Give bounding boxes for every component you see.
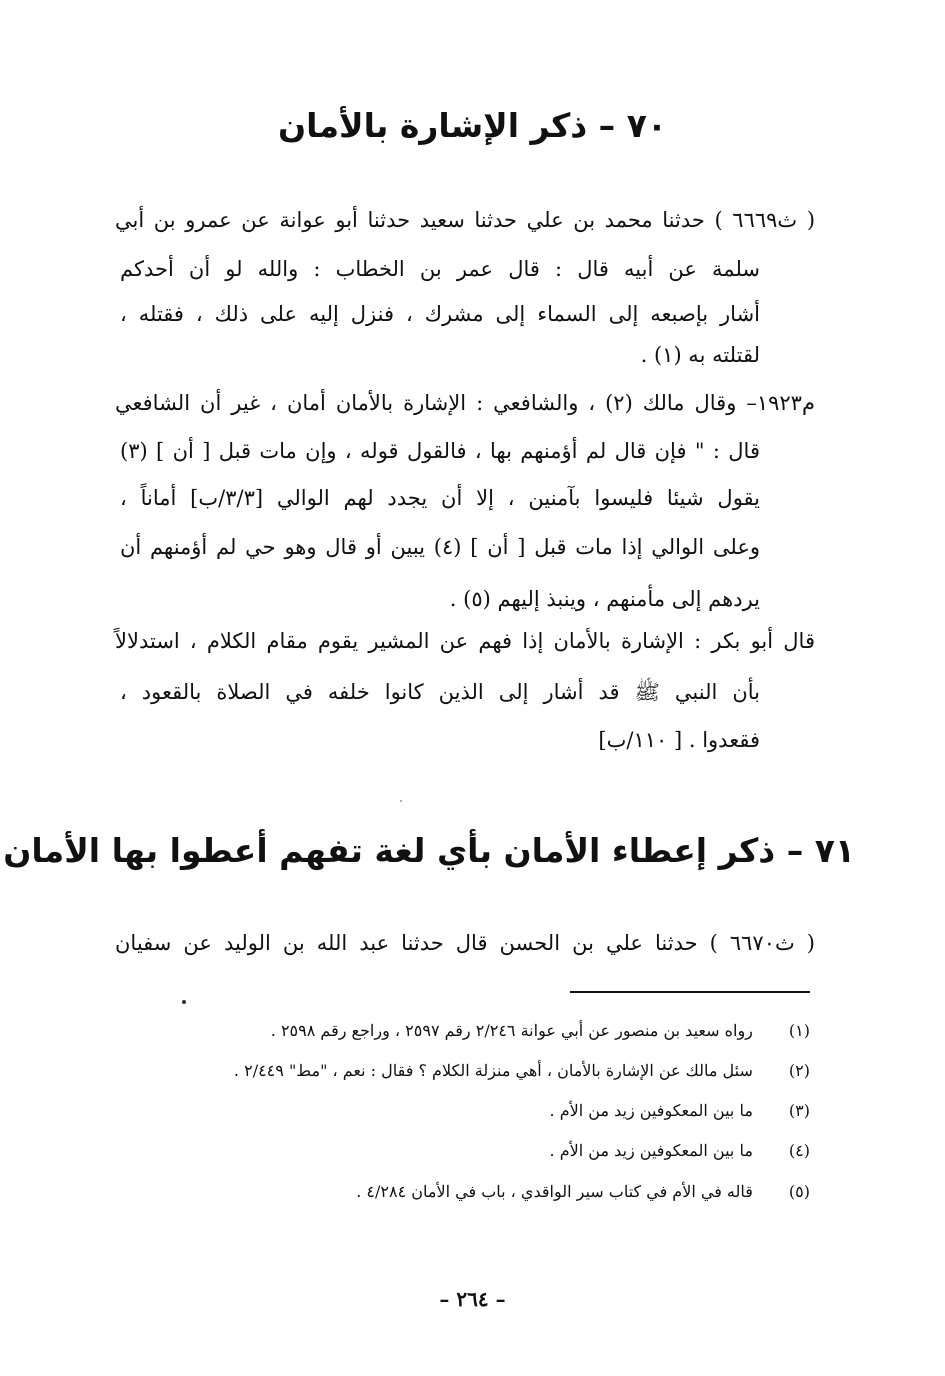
fiqh-1923-line-3: يقول شيئا فليسوا بآمنين ، إلا أن يجدد لهم الوالي [٣/٣/ب] أماناً ،	[120, 486, 761, 510]
footnote-dot	[182, 1000, 186, 1004]
footnote-1	[130, 1018, 810, 1044]
chapter-heading-71: ٧١ – ذكر إعطاء الأمان بأي لغة تفهم أعطوا بها الأمان	[3, 831, 855, 870]
abu-bakr-line-2: بأن النبي ﷺ قد أشار إلى الذين كانوا خلفه في الصلاة بالقعود ،	[120, 680, 760, 704]
fiqh-1923-line-5: يردهم إلى مأمنهم ، وينبذ إليهم (٥) .	[449, 587, 760, 611]
fiqh-1923-line-2: قال : " فإن قال لم أؤمنهم بها ، فالقول قوله ، وإن مات قبل [ أن ] (٣)	[120, 439, 760, 463]
footnote-number: (٣)	[788, 1101, 810, 1120]
chapter-heading-70: ٧٠ – ذكر الإشارة بالأمان	[278, 106, 667, 145]
hadith-6669-line-1: ( ث٦٦٦٩ ) حدثنا محمد بن علي حدثنا سعيد حدثنا أبو عوانة عن عمرو بن أبي	[115, 208, 816, 232]
speck-mark	[400, 800, 402, 802]
footnote-number: (١)	[788, 1021, 810, 1040]
fiqh-1923-line-4: وعلى الوالي إذا مات قبل [ أن ] (٤) يبين أو قال وهو حي لم أؤمنهم أن	[120, 535, 760, 559]
hadith-6669-line-4: لقتلته به (١) .	[640, 343, 760, 367]
hadith-6669-line-2: سلمة عن أبيه قال : قال عمر بن الخطاب : والله لو أن أحدكم	[120, 257, 760, 281]
footnote-text: رواه سعيد بن منصور عن أبي عوانة ٢/٢٤٦ رقم ٢٥٩٧ ، وراجع رقم ٢٥٩٨ .	[270, 1021, 753, 1040]
abu-bakr-line-1: قال أبو بكر : الإشارة بالأمان إذا فهم عن المشير يقوم مقام الكلام ، استدلالاً	[115, 629, 815, 653]
page-number: – ٢٦٤ –	[439, 1287, 506, 1311]
footnote-text: قاله في الأم في كتاب سير الواقدي ، باب في الأمان ٤/٢٨٤ .	[356, 1182, 753, 1201]
footnote-separator	[570, 991, 810, 993]
footnote-5	[130, 1179, 810, 1205]
footnote-4	[130, 1138, 810, 1164]
hadith-6669-line-3: أشار بإصبعه إلى السماء إلى مشرك ، فنزل إليه على ذلك ، فقتله ،	[120, 302, 760, 326]
footnote-3	[130, 1098, 810, 1124]
footnote-2	[130, 1058, 810, 1084]
hadith-6670-line-1: ( ث٦٦٧٠ ) حدثنا علي بن الحسن قال حدثنا عبد الله بن الوليد عن سفيان	[115, 931, 815, 955]
footnote-number: (٢)	[788, 1061, 810, 1080]
abu-bakr-line-3: فقعدوا . [ ١١٠/ب]	[598, 728, 760, 752]
footnote-number: (٤)	[788, 1141, 810, 1160]
footnote-text: سئل مالك عن الإشارة بالأمان ، أهي منزلة الكلام ؟ فقال : نعم ، "مط" ٢/٤٤٩ .	[233, 1061, 753, 1080]
footnote-number: (٥)	[788, 1182, 810, 1201]
footnote-text: ما بين المعكوفين زيد من الأم .	[549, 1101, 753, 1120]
fiqh-1923-line-1: م١٩٢٣– وقال مالك (٢) ، والشافعي : الإشارة بالأمان أمان ، غير أن الشافعي	[115, 391, 815, 415]
footnote-text: ما بين المعكوفين زيد من الأم .	[549, 1141, 753, 1160]
